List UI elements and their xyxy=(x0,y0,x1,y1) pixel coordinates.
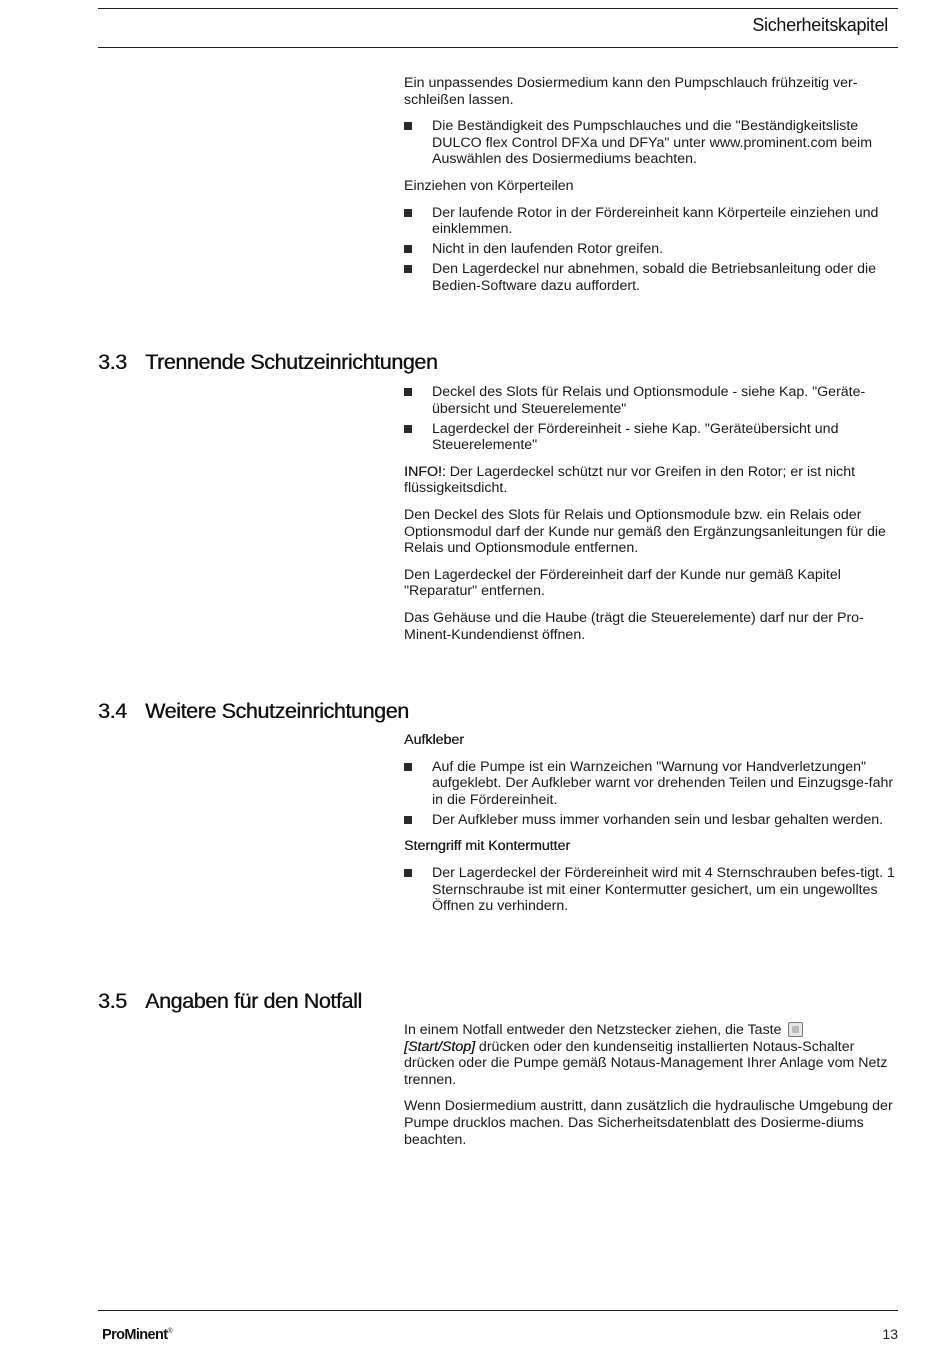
section-heading-3-4 xyxy=(98,699,409,724)
section-3-5-body xyxy=(404,1022,900,1148)
list-item: Den Lagerdeckel nur abnehmen, sobald die Betriebsanleitung oder die Bedien-Software dazu auffordert. xyxy=(404,261,900,294)
bullet-square-icon xyxy=(404,388,412,396)
list-item: Der Aufkleber muss immer vorhanden sein und lesbar gehalten werden. xyxy=(404,812,900,829)
section-heading-3-5 xyxy=(98,989,362,1014)
bullet-square-icon xyxy=(404,122,412,130)
subheading-star-grip: Sterngriff mit Kontermutter xyxy=(404,838,571,855)
section-3-4-body xyxy=(404,732,900,918)
header-underline xyxy=(98,47,898,48)
section-number: 3.5 xyxy=(98,989,127,1013)
emergency-paragraph: In einem Notfall entweder den Netzstecker ziehen, die Taste [Start/Stop] drücken oder den kundenseitig installierten Notaus-Schalter drücken oder die Pumpe gemäß Notaus-Management Ihrer Anlage vom Netz trennen. xyxy=(404,1022,888,1088)
subheading-sticker: Aufkleber xyxy=(404,732,464,748)
header-rule xyxy=(98,8,898,9)
guards-bullet-list xyxy=(404,384,900,454)
list-item: Nicht in den laufenden Rotor greifen. xyxy=(404,241,900,258)
list-item: Lagerdeckel der Fördereinheit - siehe Kap. "Geräteübersicht und Steuerelemente" xyxy=(404,421,900,454)
list-item: Auf die Pumpe ist ein Warnzeichen "Warnung vor Handverletzungen" aufgeklebt. Der Aufkleber warnt vor drehenden Teilen und Einzugsge-fahr in die Fördereinheit. xyxy=(404,759,900,809)
star-grip-bullet-list xyxy=(404,865,900,915)
start-stop-key-icon xyxy=(788,1022,803,1037)
section-title: Trennende Schutzeinrichtungen xyxy=(145,350,438,374)
info-text: Der Lagerdeckel schützt nur vor Greifen in den Rotor; er ist nicht flüssigkeitsdicht. xyxy=(404,463,856,497)
intro-paragraph: Ein unpassendes Dosiermedium kann den Pumpschlauch frühzeitig ver-schleißen lassen. xyxy=(404,75,858,108)
bullet-square-icon xyxy=(404,425,412,433)
intro-bullet-list xyxy=(404,118,900,168)
intro-subheading: Einziehen von Körperteilen xyxy=(404,177,574,194)
section-number: 3.4 xyxy=(98,699,127,723)
running-header: Sicherheitskapitel xyxy=(752,15,888,35)
start-stop-key-label: [Start/Stop] xyxy=(404,1038,475,1055)
intro-block xyxy=(404,75,900,298)
list-item: Deckel des Slots für Relais und Optionsmodule - siehe Kap. "Geräte-übersicht und Steuerelemente" xyxy=(404,384,900,417)
section-title: Weitere Schutzeinrichtungen xyxy=(145,699,409,723)
leak-paragraph: Wenn Dosiermedium austritt, dann zusätzlich die hydraulische Umgebung der Pumpe drucklos machen. Das Sicherheitsdatenblatt des Dosierme-diums beachten. xyxy=(404,1098,893,1148)
bullet-square-icon xyxy=(404,763,412,771)
section-3-3-body xyxy=(404,384,900,643)
footer-rule xyxy=(98,1310,898,1311)
info-note xyxy=(404,464,900,497)
bullet-square-icon xyxy=(404,265,412,273)
section-heading-3-3 xyxy=(98,350,437,375)
paragraph: Den Deckel des Slots für Relais und Optionsmodule bzw. ein Relais oder Optionsmodul darf der Kunde nur gemäß den Ergänzungsanleitungen für die Relais und Optionsmodule entfernen. xyxy=(404,507,886,557)
paragraph: Das Gehäuse und die Haube (trägt die Steuerelemente) darf nur der Pro-Minent-Kundendienst öffnen. xyxy=(404,610,864,643)
bullet-square-icon xyxy=(404,245,412,253)
list-item: Der Lagerdeckel der Fördereinheit wird mit 4 Sternschrauben befes-tigt. 1 Sternschraube ist mit einer Kontermutter gesichert, um ein ungewolltes Öffnen zu verhindern. xyxy=(404,865,900,915)
bullet-square-icon xyxy=(404,869,412,877)
prominent-logo: ProMinent® xyxy=(102,1327,173,1343)
page-number: 13 xyxy=(882,1326,898,1342)
section-title: Angaben für den Notfall xyxy=(145,989,362,1013)
paragraph: Den Lagerdeckel der Fördereinheit darf der Kunde nur gemäß Kapitel "Reparatur" entfernen. xyxy=(404,566,841,600)
body-parts-bullet-list xyxy=(404,205,900,295)
list-item: Die Beständigkeit des Pumpschlauches und die "Beständigkeitsliste DULCO flex Control DFXa und DFYa" unter www.prominent.com beim Auswählen des Dosiermediums beachten. xyxy=(404,118,900,168)
info-label: INFO!: xyxy=(404,463,446,480)
bullet-square-icon xyxy=(404,209,412,217)
section-number: 3.3 xyxy=(98,350,127,374)
list-item: Der laufende Rotor in der Fördereinheit kann Körperteile einziehen und einklemmen. xyxy=(404,205,900,238)
sticker-bullet-list xyxy=(404,759,900,829)
bullet-square-icon xyxy=(404,816,412,824)
